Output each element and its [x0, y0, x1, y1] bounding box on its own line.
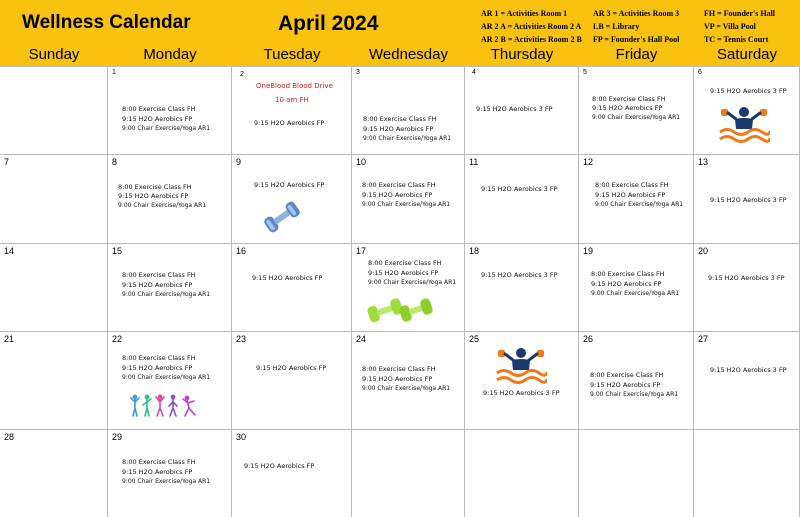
month-title: April 2024 [278, 12, 379, 35]
event-chair-yoga: 9:00 Chair Exercise/Yoga AR1 [590, 391, 679, 398]
day-cell-23[interactable] [232, 332, 352, 430]
day-cell-10[interactable] [352, 155, 465, 244]
event-exercise-class: 8:00 Exercise Class FH [591, 270, 665, 278]
calendar-title: Wellness Calendar [22, 12, 191, 33]
event-chair-yoga: 9:00 Chair Exercise/Yoga AR1 [122, 478, 211, 485]
day-cell-empty [579, 430, 694, 517]
date-number: 6 [698, 69, 702, 76]
date-number: 29 [112, 432, 123, 442]
date-number: 4 [472, 69, 476, 76]
day-cell-21[interactable] [0, 332, 108, 430]
event-h2o-aerobics: 9:15 H2O Aerobics FP [362, 375, 433, 383]
day-cell-15[interactable] [108, 244, 232, 332]
day-cell-27[interactable] [694, 332, 800, 430]
legend-vp: VP = Villa Pool [704, 22, 756, 31]
event-h2o-aerobics: 9:15 H2O Aerobics FP [590, 381, 661, 389]
day-cell-19[interactable] [579, 244, 694, 332]
day-cell-13[interactable] [694, 155, 800, 244]
event-h2o-aerobics: 9:15 H2O Aerobics FP [363, 125, 434, 133]
date-number: 1 [112, 69, 116, 76]
event-exercise-class: 8:00 Exercise Class FH [590, 371, 664, 379]
date-number: 19 [583, 246, 594, 256]
day-cell-7[interactable] [0, 155, 108, 244]
date-number: 13 [698, 157, 709, 167]
legend-lb: LB = Library [593, 22, 640, 31]
event-chair-yoga: 9:00 Chair Exercise/Yoga AR1 [592, 114, 681, 121]
date-number: 9 [236, 157, 242, 167]
day-cell-6[interactable] [694, 67, 800, 155]
date-number: 10 [356, 157, 367, 167]
event-exercise-class: 8:00 Exercise Class FH [122, 105, 196, 113]
event-h2o-aerobics: 9:15 H2O Aerobics 3 FP [710, 87, 787, 95]
legend-fh: FH = Founder's Hall [704, 9, 776, 18]
day-cell-4[interactable] [465, 67, 579, 155]
date-number: 23 [236, 334, 247, 344]
date-number: 17 [356, 246, 367, 256]
date-number: 3 [356, 69, 360, 76]
day-header-wednesday: Wednesday [369, 46, 448, 63]
day-cell-empty [694, 430, 800, 517]
event-blood-drive-time: 10 am FH [275, 96, 309, 104]
event-chair-yoga: 9:00 Chair Exercise/Yoga AR1 [118, 202, 207, 209]
event-exercise-class: 8:00 Exercise Class FH [592, 95, 666, 103]
event-h2o-aerobics: 9:15 H2O Aerobics FP [122, 281, 193, 289]
event-h2o-aerobics: 9:15 H2O Aerobics 3 FP [481, 185, 558, 193]
event-exercise-class: 8:00 Exercise Class FH [118, 183, 192, 191]
day-header-sunday: Sunday [28, 46, 80, 63]
day-cell-14[interactable] [0, 244, 108, 332]
day-cell-2[interactable] [232, 67, 352, 155]
day-cell-9[interactable] [232, 155, 352, 244]
date-number: 16 [236, 246, 247, 256]
event-h2o-aerobics: 9:15 H2O Aerobics FP [254, 181, 325, 189]
day-cell-1[interactable] [108, 67, 232, 155]
event-chair-yoga: 9:00 Chair Exercise/Yoga AR1 [362, 201, 451, 208]
date-number: 8 [112, 157, 118, 167]
day-cell-empty [352, 430, 465, 517]
calendar-header [0, 0, 800, 66]
fitness-figures-illustration [130, 394, 200, 418]
date-number: 14 [4, 246, 15, 256]
event-chair-yoga: 9:00 Chair Exercise/Yoga AR1 [363, 135, 452, 142]
legend-ar2a: AR 2 A = Activities Room 2 A [481, 22, 582, 31]
date-number: 28 [4, 432, 15, 442]
day-header-saturday: Saturday [716, 46, 778, 63]
event-blood-drive: OneBlood Blood Drive [256, 82, 333, 90]
date-number: 30 [236, 432, 247, 442]
event-chair-yoga: 9:00 Chair Exercise/Yoga AR1 [122, 125, 211, 132]
event-h2o-aerobics: 9:15 H2O Aerobics 3 FP [710, 196, 787, 204]
date-number: 11 [469, 157, 479, 167]
date-number: 21 [4, 334, 15, 344]
event-h2o-aerobics: 9:15 H2O Aerobics FP [595, 191, 666, 199]
event-chair-yoga: 9:00 Chair Exercise/Yoga AR1 [122, 291, 211, 298]
event-h2o-aerobics: 9:15 H2O Aerobics 3 FP [483, 389, 560, 397]
event-chair-yoga: 9:00 Chair Exercise/Yoga AR1 [122, 374, 211, 381]
dumbbells-illustration [366, 294, 434, 324]
day-cell-11[interactable] [465, 155, 579, 244]
day-cell-25[interactable] [465, 332, 579, 430]
date-number: 12 [583, 157, 594, 167]
event-chair-yoga: 9:00 Chair Exercise/Yoga AR1 [368, 279, 457, 286]
date-number: 26 [583, 334, 594, 344]
date-number: 22 [112, 334, 123, 344]
date-number: 27 [698, 334, 709, 344]
event-h2o-aerobics: 9:15 H2O Aerobics FP [252, 274, 323, 282]
day-cell-18[interactable] [465, 244, 579, 332]
water-dumbbell-illustration [260, 195, 304, 239]
legend-fp: FP = Founder's Hall Pool [593, 35, 680, 44]
legend-ar2b: AR 2 B = Activities Room 2 B [481, 35, 582, 44]
event-exercise-class: 8:00 Exercise Class FH [595, 181, 669, 189]
event-exercise-class: 8:00 Exercise Class FH [368, 259, 442, 267]
swimmer-illustration [495, 344, 547, 384]
day-cell-12[interactable] [579, 155, 694, 244]
date-number: 15 [112, 246, 123, 256]
day-cell-empty [0, 67, 108, 155]
event-exercise-class: 8:00 Exercise Class FH [362, 181, 436, 189]
date-number: 2 [240, 71, 244, 78]
event-h2o-aerobics: 9:15 H2O Aerobics 3 FP [476, 105, 553, 113]
date-number: 7 [4, 157, 10, 167]
date-number: 5 [583, 69, 587, 76]
day-cell-20[interactable] [694, 244, 800, 332]
date-number: 20 [698, 246, 709, 256]
event-h2o-aerobics: 9:15 H2O Aerobics 3 FP [710, 366, 787, 374]
event-h2o-aerobics: 9:15 H2O Aerobics FP [362, 191, 433, 199]
event-h2o-aerobics: 9:15 H2O Aerobics 3 FP [481, 271, 558, 279]
legend-ar1: AR 1 = Activities Room 1 [481, 9, 568, 18]
day-cell-empty [465, 430, 579, 517]
event-h2o-aerobics: 9:15 H2O Aerobics FP [122, 115, 193, 123]
event-chair-yoga: 9:00 Chair Exercise/Yoga AR1 [591, 290, 680, 297]
event-h2o-aerobics: 9:15 H2O Aerobics FP [122, 468, 193, 476]
event-h2o-aerobics: 9:15 H2O Aerobics FP [592, 104, 663, 112]
day-header-tuesday: Tuesday [263, 46, 321, 63]
date-number: 24 [356, 334, 367, 344]
event-h2o-aerobics: 9:15 H2O Aerobics 3 FP [708, 274, 785, 282]
event-h2o-aerobics: 9:15 H2O Aerobics FP [591, 280, 662, 288]
day-cell-3[interactable] [352, 67, 465, 155]
calendar-grid [0, 66, 800, 517]
swimmer-illustration [718, 103, 770, 143]
day-header-friday: Friday [615, 46, 658, 63]
day-cell-30[interactable] [232, 430, 352, 517]
event-h2o-aerobics: 9:15 H2O Aerobics FP [254, 119, 325, 127]
day-cell-28[interactable] [0, 430, 108, 517]
day-cell-16[interactable] [232, 244, 352, 332]
event-h2o-aerobics: 9:15 H2O Aerobics FP [368, 269, 439, 277]
event-exercise-class: 8:00 Exercise Class FH [122, 354, 196, 362]
day-header-monday: Monday [143, 46, 197, 63]
event-exercise-class: 8:00 Exercise Class FH [122, 458, 196, 466]
event-h2o-aerobics: 9:15 H2O Aerobics FP [122, 364, 193, 372]
event-h2o-aerobics: 9:15 H2O Aerobics FP [244, 462, 315, 470]
date-number: 25 [469, 334, 480, 344]
event-chair-yoga: 9:00 Chair Exercise/Yoga AR1 [362, 385, 451, 392]
event-chair-yoga: 9:00 Chair Exercise/Yoga AR1 [595, 201, 684, 208]
event-exercise-class: 8:00 Exercise Class FH [122, 271, 196, 279]
day-cell-8[interactable] [108, 155, 232, 244]
event-h2o-aerobics: 9:15 H2O Aerobics FP [256, 364, 327, 372]
event-h2o-aerobics: 9:15 H2O Aerobics FP [118, 192, 189, 200]
event-exercise-class: 8:00 Exercise Class FH [363, 115, 437, 123]
event-exercise-class: 8:00 Exercise Class FH [362, 365, 436, 373]
legend-tc: TC = Tennis Court [704, 35, 769, 44]
day-header-thursday: Thursday [490, 46, 554, 63]
legend-ar3: AR 3 = Activities Room 3 [593, 9, 680, 18]
date-number: 18 [469, 246, 480, 256]
day-cell-22[interactable] [108, 332, 232, 430]
day-cell-29[interactable] [108, 430, 232, 517]
day-cell-26[interactable] [579, 332, 694, 430]
day-cell-17[interactable] [352, 244, 465, 332]
day-cell-24[interactable] [352, 332, 465, 430]
day-cell-5[interactable] [579, 67, 694, 155]
